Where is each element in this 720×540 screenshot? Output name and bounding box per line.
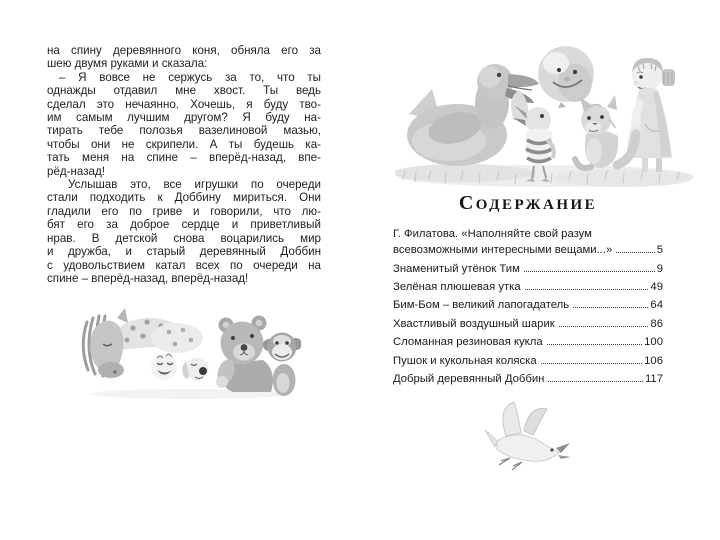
text-line: с удовольствием катал всех по очереди на bbox=[47, 258, 321, 272]
toc bbox=[393, 227, 663, 391]
flying-bird-illustration bbox=[468, 400, 583, 478]
toc-page-number: 106 bbox=[644, 354, 663, 367]
toc-leader bbox=[547, 344, 643, 345]
toy-dog bbox=[182, 358, 208, 381]
text-line: сделал это нечаянно. Хочешь, я буду тво- bbox=[47, 97, 321, 111]
toc-page-number: 64 bbox=[650, 299, 663, 312]
toc-entry bbox=[393, 336, 663, 354]
toc-entry-title: Сломанная резиновая кукла bbox=[393, 336, 543, 349]
toc-page-number: 117 bbox=[644, 373, 663, 386]
girl bbox=[617, 58, 675, 172]
text-line: рёд-назад! bbox=[47, 164, 105, 178]
toc-leader bbox=[524, 271, 655, 272]
paragraph bbox=[47, 71, 321, 178]
text-line: и дружба, и старый деревянный Доббин bbox=[47, 245, 321, 259]
toc-leader bbox=[559, 326, 649, 327]
text-line: однажды отдавил мне хвост. Ты ведь bbox=[47, 84, 321, 98]
kitten bbox=[575, 95, 618, 168]
text-line: им самым лучшим другом? Я буду на- bbox=[47, 111, 321, 125]
toc-entry-title: Бим-Бом – великий лапогадатель bbox=[393, 299, 570, 312]
toc-page-number: 9 bbox=[656, 262, 663, 275]
toc-entry-title: Добрый деревянный Доббин bbox=[393, 373, 545, 386]
duck-duckling-balloon-kitten-girl-illustration bbox=[395, 28, 695, 190]
toy-bear bbox=[214, 316, 272, 393]
toc-leader bbox=[548, 381, 643, 382]
toc-page-number: 100 bbox=[644, 336, 663, 349]
text-line: спине – вперёд-назад, вперёд-назад! bbox=[47, 271, 249, 285]
balloon-face bbox=[538, 46, 594, 108]
text-line: тать меня на спине – вперёд-назад, впе- bbox=[47, 151, 321, 165]
text-line: – Я вовсе не сержусь за то, что ты bbox=[59, 70, 321, 84]
toc-entry-title: Пушок и кукольная коляска bbox=[393, 354, 537, 367]
toc-entry bbox=[393, 281, 663, 299]
toc-page-number: 49 bbox=[650, 281, 663, 294]
text-line: Услышав это, все игрушки по очереди bbox=[68, 178, 321, 192]
left-page-text bbox=[47, 44, 321, 285]
toc-entry bbox=[393, 263, 663, 281]
text-line: тирать тебе полозья вазелиновой мазью, bbox=[47, 124, 321, 138]
toc-entry bbox=[393, 373, 663, 391]
toc-entry bbox=[393, 299, 663, 317]
toc-page-number: 5 bbox=[656, 243, 663, 256]
toc-entry-title: Хвастливый воздушный шарик bbox=[393, 317, 555, 330]
toc-entry-title: Зелёная плюшевая утка bbox=[393, 281, 521, 294]
toc-leader bbox=[573, 307, 648, 308]
toys-group-illustration bbox=[73, 306, 301, 402]
toc-entry-title: всевозможными интересными вещами...» bbox=[393, 243, 613, 256]
text-line: шею двумя руками и сказала: bbox=[47, 57, 208, 71]
toc-leader bbox=[525, 289, 649, 290]
toc-entry bbox=[393, 227, 663, 258]
toc-leader bbox=[541, 363, 642, 364]
toc-page-number: 86 bbox=[650, 317, 663, 330]
text-line: чтобы они не скрипели. А ты будешь ка- bbox=[47, 137, 321, 151]
doll-face bbox=[151, 354, 177, 380]
text-line: нрав. В детской снова воцарились мир bbox=[47, 231, 321, 245]
text-line: бят его за доброе сердце и приветливый bbox=[47, 218, 321, 232]
text-line: на спину деревянного коня, обняла его за bbox=[47, 44, 321, 57]
text-line: гладили его по гриве и говорили, что лю- bbox=[47, 204, 321, 218]
paragraph bbox=[47, 44, 321, 71]
text-line: стали подходить к Доббину мириться. Они bbox=[47, 191, 321, 205]
paragraph bbox=[47, 178, 321, 285]
toc-entry bbox=[393, 318, 663, 336]
toc-leader bbox=[616, 252, 654, 253]
toc-entry bbox=[393, 355, 663, 373]
toc-heading: СОДЕРЖАНИЕ bbox=[458, 192, 598, 214]
toc-entry-title: Г. Филатова. «Наполняйте свой разум bbox=[393, 228, 592, 240]
toc-entry-title: Знаменитый утёнок Тим bbox=[393, 262, 520, 275]
